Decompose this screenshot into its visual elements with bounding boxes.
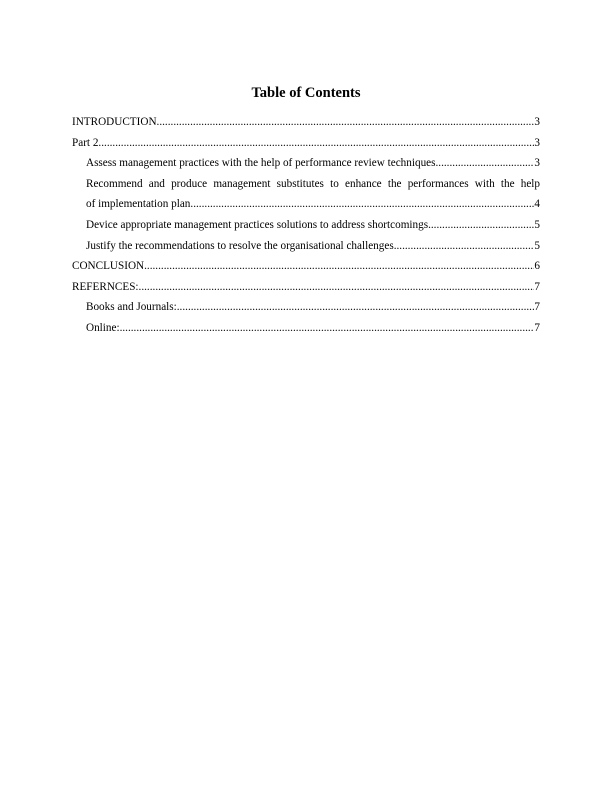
toc-entry-assess-management[interactable] <box>72 153 540 174</box>
toc-entry-page: 4 <box>534 198 540 211</box>
toc-entry-books-journals[interactable] <box>72 297 540 318</box>
toc-entry-label: Device appropriate management practices solutions to address shortcomings <box>86 218 429 231</box>
toc-entry-label-line-2: of implementation plan <box>86 198 191 211</box>
toc-entry-recommend-management[interactable] <box>72 174 540 215</box>
toc-entry-page: 5 <box>534 239 540 252</box>
toc-entry-page: 6 <box>534 260 540 273</box>
toc-entry-label: Part 2 <box>72 136 99 149</box>
table-of-contents <box>72 112 540 339</box>
toc-entry-device-solutions[interactable] <box>72 215 540 236</box>
toc-entry-page: 7 <box>534 280 540 293</box>
toc-entry-label-line-1: Recommend and produce management substitutes to enhance the performances with the help <box>86 177 540 190</box>
toc-entry-label: REFERNCES: <box>72 280 139 293</box>
dot-leader <box>98 133 534 154</box>
dot-leader <box>435 153 534 174</box>
toc-entry-label: Online: <box>86 321 120 334</box>
toc-entry-justify-recommendations[interactable] <box>72 236 540 257</box>
toc-entry-introduction[interactable] <box>72 112 540 133</box>
toc-entry-page: 5 <box>534 218 540 231</box>
dot-leader <box>144 256 534 277</box>
toc-title: Table of Contents <box>251 85 361 101</box>
dot-leader <box>157 112 535 133</box>
toc-entry-page: 7 <box>534 301 540 314</box>
dot-leader <box>394 236 535 257</box>
toc-entry-label: CONCLUSION <box>72 260 145 273</box>
toc-entry-label: Books and Journals: <box>86 301 177 314</box>
toc-entry-page: 3 <box>534 157 540 170</box>
toc-entry-page: 3 <box>534 116 540 128</box>
toc-entry-label: Justify the recommendations to resolve the organisational challenges <box>86 239 394 252</box>
toc-entry-page: 7 <box>534 321 540 334</box>
dot-leader <box>139 277 535 298</box>
toc-entry-page: 3 <box>534 136 540 149</box>
toc-entry-references[interactable] <box>72 277 540 298</box>
toc-entry-label: Assess management practices with the help of performance review techniques <box>86 157 436 170</box>
dot-leader <box>120 318 535 339</box>
dot-leader <box>177 297 535 318</box>
dot-leader <box>428 215 534 236</box>
toc-entry-conclusion[interactable] <box>72 256 540 277</box>
toc-entry-part-2[interactable] <box>72 133 540 154</box>
dot-leader <box>190 194 534 215</box>
toc-entry-label: INTRODUCTION <box>72 116 157 128</box>
toc-entry-online[interactable] <box>72 318 540 339</box>
